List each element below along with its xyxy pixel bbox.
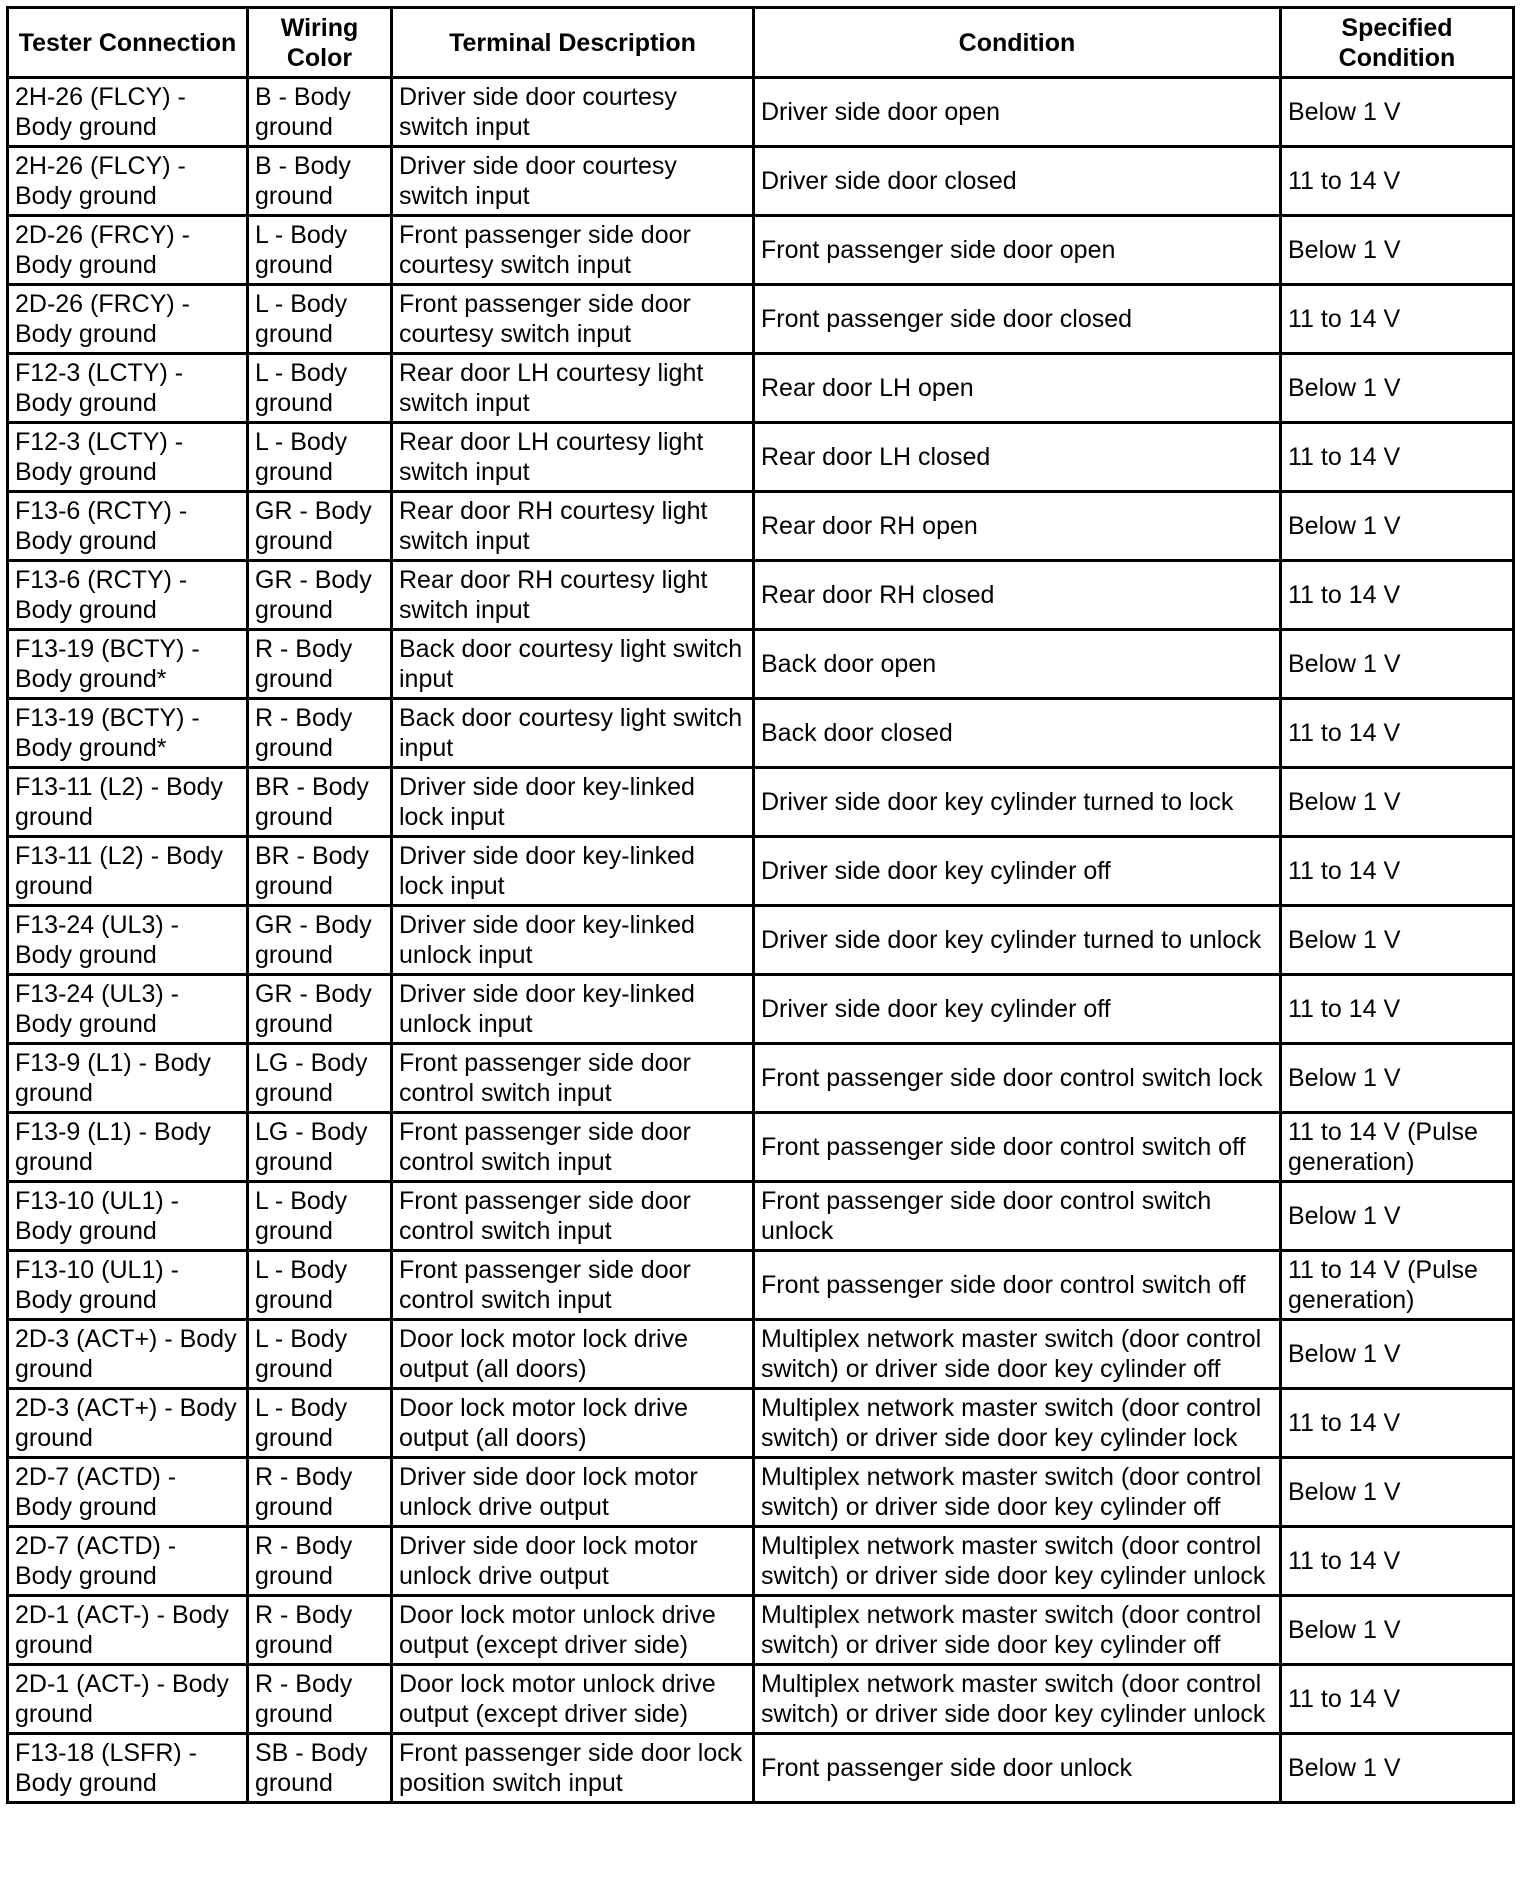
cell-terminal-description: Driver side door key-linked lock input [392,768,754,837]
cell-condition: Front passenger side door control switch off [754,1113,1281,1182]
cell-specified-condition: Below 1 V [1281,768,1514,837]
cell-condition: Multiplex network master switch (door control switch) or driver side door key cylinder lock [754,1389,1281,1458]
cell-condition: Driver side door closed [754,147,1281,216]
cell-tester-connection: F13-18 (LSFR) - Body ground [8,1734,248,1803]
cell-condition: Driver side door key cylinder off [754,975,1281,1044]
table-row [8,78,1514,147]
cell-terminal-description: Driver side door key-linked unlock input [392,975,754,1044]
cell-specified-condition: Below 1 V [1281,1458,1514,1527]
table-row [8,1734,1514,1803]
table-row [8,216,1514,285]
cell-specified-condition: 11 to 14 V [1281,147,1514,216]
cell-wiring-color: GR - Body ground [248,561,392,630]
table-row [8,1251,1514,1320]
cell-tester-connection: F12-3 (LCTY) - Body ground [8,354,248,423]
cell-tester-connection: 2D-26 (FRCY) - Body ground [8,285,248,354]
cell-specified-condition: 11 to 14 V [1281,1665,1514,1734]
cell-terminal-description: Door lock motor lock drive output (all doors) [392,1320,754,1389]
table-row [8,1320,1514,1389]
header-row [8,8,1514,78]
cell-specified-condition: 11 to 14 V [1281,699,1514,768]
cell-wiring-color: L - Body ground [248,354,392,423]
table-row [8,147,1514,216]
table-row [8,630,1514,699]
cell-terminal-description: Front passenger side door lock position switch input [392,1734,754,1803]
cell-terminal-description: Back door courtesy light switch input [392,699,754,768]
cell-wiring-color: B - Body ground [248,147,392,216]
cell-tester-connection: F13-10 (UL1) - Body ground [8,1251,248,1320]
cell-tester-connection: F13-11 (L2) - Body ground [8,768,248,837]
cell-tester-connection: 2D-3 (ACT+) - Body ground [8,1389,248,1458]
table-row [8,699,1514,768]
cell-condition: Back door open [754,630,1281,699]
cell-condition: Rear door RH open [754,492,1281,561]
cell-terminal-description: Driver side door courtesy switch input [392,147,754,216]
cell-wiring-color: SB - Body ground [248,1734,392,1803]
cell-condition: Multiplex network master switch (door control switch) or driver side door key cylinder unlock [754,1527,1281,1596]
cell-terminal-description: Back door courtesy light switch input [392,630,754,699]
cell-wiring-color: LG - Body ground [248,1044,392,1113]
cell-wiring-color: L - Body ground [248,1320,392,1389]
table-row [8,1527,1514,1596]
cell-specified-condition: 11 to 14 V [1281,975,1514,1044]
cell-condition: Front passenger side door open [754,216,1281,285]
table-row [8,285,1514,354]
cell-condition: Driver side door open [754,78,1281,147]
cell-tester-connection: F13-24 (UL3) - Body ground [8,906,248,975]
cell-terminal-description: Rear door LH courtesy light switch input [392,423,754,492]
cell-condition: Front passenger side door closed [754,285,1281,354]
cell-specified-condition: Below 1 V [1281,1320,1514,1389]
cell-condition: Driver side door key cylinder turned to unlock [754,906,1281,975]
cell-condition: Driver side door key cylinder turned to lock [754,768,1281,837]
table-row [8,1113,1514,1182]
cell-terminal-description: Driver side door lock motor unlock drive output [392,1458,754,1527]
cell-tester-connection: F13-6 (RCTY) - Body ground [8,492,248,561]
header-condition: Condition [754,8,1281,78]
cell-specified-condition: Below 1 V [1281,1734,1514,1803]
cell-wiring-color: L - Body ground [248,216,392,285]
cell-terminal-description: Driver side door lock motor unlock drive output [392,1527,754,1596]
cell-condition: Rear door LH open [754,354,1281,423]
cell-tester-connection: F13-10 (UL1) - Body ground [8,1182,248,1251]
cell-wiring-color: GR - Body ground [248,975,392,1044]
cell-terminal-description: Front passenger side door control switch input [392,1113,754,1182]
header-specified-condition: Specified Condition [1281,8,1514,78]
cell-terminal-description: Driver side door courtesy switch input [392,78,754,147]
cell-specified-condition: Below 1 V [1281,216,1514,285]
cell-wiring-color: R - Body ground [248,630,392,699]
cell-tester-connection: 2D-1 (ACT-) - Body ground [8,1596,248,1665]
cell-wiring-color: BR - Body ground [248,837,392,906]
cell-wiring-color: LG - Body ground [248,1113,392,1182]
cell-terminal-description: Door lock motor unlock drive output (except driver side) [392,1665,754,1734]
cell-condition: Multiplex network master switch (door control switch) or driver side door key cylinder off [754,1320,1281,1389]
table-body [8,78,1514,1803]
table-row [8,906,1514,975]
cell-specified-condition: 11 to 14 V [1281,837,1514,906]
cell-tester-connection: 2D-7 (ACTD) - Body ground [8,1527,248,1596]
cell-specified-condition: 11 to 14 V [1281,1527,1514,1596]
cell-specified-condition: 11 to 14 V [1281,561,1514,630]
cell-terminal-description: Driver side door key-linked lock input [392,837,754,906]
cell-condition: Back door closed [754,699,1281,768]
cell-specified-condition: Below 1 V [1281,492,1514,561]
cell-condition: Front passenger side door unlock [754,1734,1281,1803]
cell-terminal-description: Front passenger side door control switch input [392,1182,754,1251]
table-row [8,1389,1514,1458]
cell-tester-connection: F13-19 (BCTY) - Body ground* [8,699,248,768]
cell-terminal-description: Front passenger side door courtesy switch input [392,216,754,285]
cell-specified-condition: 11 to 14 V (Pulse generation) [1281,1113,1514,1182]
cell-terminal-description: Door lock motor lock drive output (all doors) [392,1389,754,1458]
cell-wiring-color: R - Body ground [248,1458,392,1527]
cell-specified-condition: 11 to 14 V [1281,1389,1514,1458]
cell-tester-connection: 2D-7 (ACTD) - Body ground [8,1458,248,1527]
header-terminal-description: Terminal Description [392,8,754,78]
cell-tester-connection: F13-9 (L1) - Body ground [8,1113,248,1182]
table-row [8,975,1514,1044]
cell-wiring-color: R - Body ground [248,1527,392,1596]
cell-wiring-color: L - Body ground [248,423,392,492]
cell-tester-connection: 2D-1 (ACT-) - Body ground [8,1665,248,1734]
cell-tester-connection: F13-19 (BCTY) - Body ground* [8,630,248,699]
cell-wiring-color: R - Body ground [248,699,392,768]
cell-tester-connection: F13-24 (UL3) - Body ground [8,975,248,1044]
cell-terminal-description: Driver side door key-linked unlock input [392,906,754,975]
cell-condition: Rear door RH closed [754,561,1281,630]
cell-terminal-description: Rear door RH courtesy light switch input [392,492,754,561]
cell-wiring-color: L - Body ground [248,1389,392,1458]
cell-tester-connection: 2H-26 (FLCY) - Body ground [8,147,248,216]
cell-terminal-description: Door lock motor unlock drive output (except driver side) [392,1596,754,1665]
cell-wiring-color: L - Body ground [248,1251,392,1320]
cell-specified-condition: Below 1 V [1281,906,1514,975]
cell-condition: Rear door LH closed [754,423,1281,492]
cell-condition: Multiplex network master switch (door control switch) or driver side door key cylinder off [754,1458,1281,1527]
cell-condition: Front passenger side door control switch off [754,1251,1281,1320]
cell-tester-connection: F12-3 (LCTY) - Body ground [8,423,248,492]
cell-wiring-color: GR - Body ground [248,492,392,561]
cell-tester-connection: F13-6 (RCTY) - Body ground [8,561,248,630]
cell-tester-connection: 2H-26 (FLCY) - Body ground [8,78,248,147]
cell-condition: Front passenger side door control switch lock [754,1044,1281,1113]
cell-wiring-color: R - Body ground [248,1665,392,1734]
table-row [8,1044,1514,1113]
cell-wiring-color: L - Body ground [248,1182,392,1251]
table-row [8,492,1514,561]
cell-condition: Front passenger side door control switch unlock [754,1182,1281,1251]
cell-terminal-description: Front passenger side door control switch input [392,1251,754,1320]
cell-specified-condition: Below 1 V [1281,1596,1514,1665]
cell-wiring-color: B - Body ground [248,78,392,147]
table-row [8,837,1514,906]
cell-tester-connection: F13-11 (L2) - Body ground [8,837,248,906]
cell-specified-condition: Below 1 V [1281,354,1514,423]
cell-terminal-description: Rear door RH courtesy light switch input [392,561,754,630]
cell-terminal-description: Front passenger side door courtesy switch input [392,285,754,354]
cell-specified-condition: 11 to 14 V [1281,285,1514,354]
cell-terminal-description: Rear door LH courtesy light switch input [392,354,754,423]
cell-specified-condition: Below 1 V [1281,1044,1514,1113]
cell-wiring-color: L - Body ground [248,285,392,354]
terminal-spec-table [6,6,1515,1804]
table-row [8,1665,1514,1734]
cell-tester-connection: 2D-26 (FRCY) - Body ground [8,216,248,285]
cell-wiring-color: R - Body ground [248,1596,392,1665]
cell-specified-condition: 11 to 14 V (Pulse generation) [1281,1251,1514,1320]
table-row [8,423,1514,492]
table-row [8,354,1514,423]
cell-condition: Driver side door key cylinder off [754,837,1281,906]
cell-specified-condition: Below 1 V [1281,1182,1514,1251]
table-row [8,1596,1514,1665]
cell-condition: Multiplex network master switch (door control switch) or driver side door key cylinder off [754,1596,1281,1665]
table-row [8,1182,1514,1251]
table-row [8,768,1514,837]
header-wiring-color: Wiring Color [248,8,392,78]
cell-wiring-color: GR - Body ground [248,906,392,975]
cell-condition: Multiplex network master switch (door control switch) or driver side door key cylinder unlock [754,1665,1281,1734]
cell-tester-connection: F13-9 (L1) - Body ground [8,1044,248,1113]
cell-wiring-color: BR - Body ground [248,768,392,837]
cell-terminal-description: Front passenger side door control switch input [392,1044,754,1113]
table-row [8,1458,1514,1527]
cell-specified-condition: 11 to 14 V [1281,423,1514,492]
cell-specified-condition: Below 1 V [1281,630,1514,699]
cell-tester-connection: 2D-3 (ACT+) - Body ground [8,1320,248,1389]
header-tester-connection: Tester Connection [8,8,248,78]
table-row [8,561,1514,630]
cell-specified-condition: Below 1 V [1281,78,1514,147]
